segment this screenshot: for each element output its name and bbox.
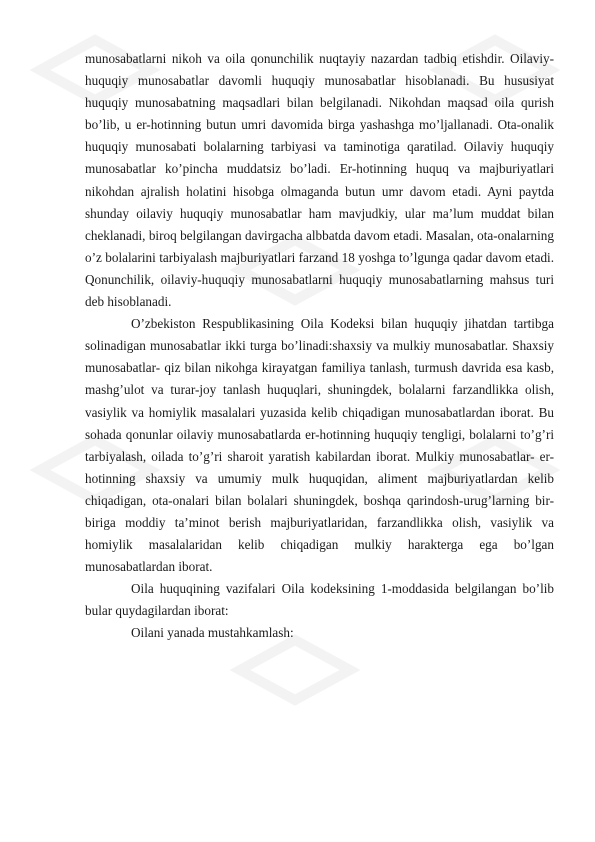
paragraph-4: Oilani yanada mustahkamlash:	[131, 625, 294, 641]
paragraph-2: O’zbekiston Respublikasining Oila Kodeksi bilan huquqiy jihatdan tartibga solinadigan munosabatlar ikki turga bo’linadi:shaxsiy va mulkiy munosabatlar. Shaxsiy munosabatlar- qiz bilan nikohga kirayatgan familiya tanlash, turmush davrida esa kasb, mashg’ulot va turar-joy tanlash huquqlari, shuningdek, bolalarni farzandlikka olish, vasiylik va homiylik masalalari yuzasida kelib chiqadigan munosabatlardan iborat. Bu sohada qonunlar oilaviy munosabatlarda er-hotinning huquqiy tengligi, bolalarni to’g’ri tarbiyalash, oilada to’g’ri sharoit yaratish kabilardan iborat. Mulkiy munosabatlar- er-hotinning shaxsiy va umumiy mulk huquqidan, aliment majburiyatlardan kelib chiqadigan, ota-onalari bilan bolalari shuningdek, boshqa qarindosh-urug’larning bir-biriga moddiy ta’minot berish majburiyatlaridan, farzandlikka olish, vasiylik va homiylik masalalaridan kelib chiqadigan mulkiy harakterga ega bo’lgan munosabatlardan iborat.	[85, 316, 554, 575]
paragraph-1: munosabatlarni nikoh va oila qonunchilik nuqtayiy nazardan tadbiq etishdir. Oilaviy-huquqiy munosabatlar davomli huquqiy munosabatlar hisoblanadi. Bu hususiyat huquqiy munosabatning maqsadlari bilan belgilanadi. Nikohdan maqsad oila qurish bo’lib, u er-hotinning butun umri davomida birga yashashga mo’ljallanadi. Ota-onalik huquqiy munosabati bolalarning tarbiyasi va taminotiga qaratilad. Oilaviy huquqiy munosabatlar ko’pincha muddatsiz bo’ladi. Er-hotinning huquq va majburiyatlari nikohdan ajralish holatini hisobga olmaganda butun umr davom etadi. Ayni paytda shunday oilaviy huquqiy munosabatlar ham mavjudkiy, ular ma’lum muddat bilan cheklanadi, biroq belgilangan davirgacha albbatda davom etadi. Masalan, ota-onalarning o’z bolalarini tarbiyalash majburiyatlari farzand 18 yoshga to’lgunga qadar davom etadi. Qonunchilik, oilaviy-huquqiy munosabatlarni huquqiy munosabatlarning mahsus turi deb hisoblanadi.	[85, 51, 554, 310]
paragraph-3: Oila huquqining vazifalari Oila kodeksining 1-moddasida belgilangan bo’lib bular quydagilardan iborat:	[85, 581, 554, 619]
document-body	[85, 48, 554, 645]
